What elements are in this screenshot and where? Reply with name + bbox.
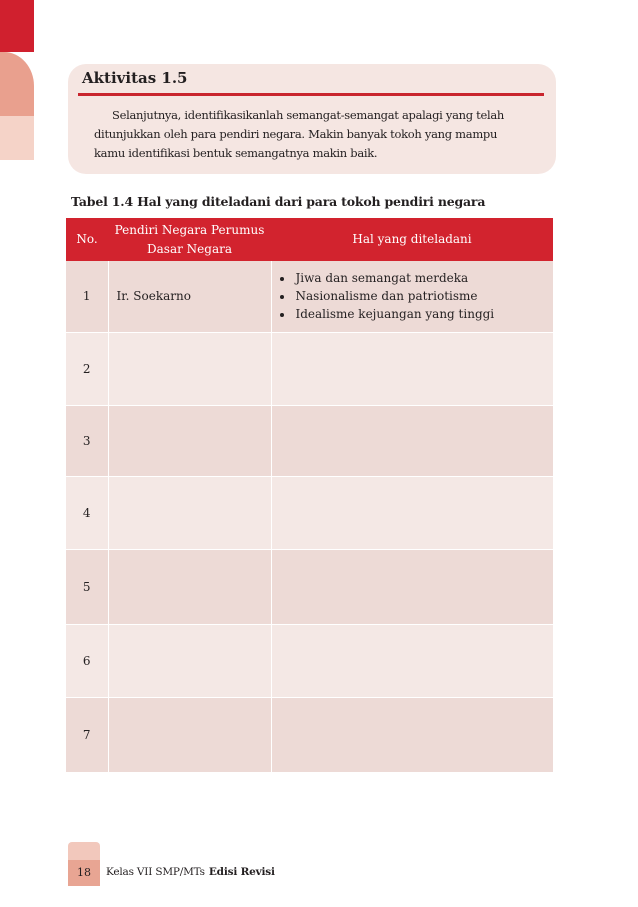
footer-tab-top: [68, 842, 100, 860]
header-founder-line-1: Pendiri Negara Perumus: [114, 222, 265, 237]
decorative-strip-red: [0, 0, 34, 52]
founders-table: [66, 218, 554, 773]
row-number: 1: [66, 261, 108, 332]
footer-edition: Edisi Revisi: [208, 866, 275, 878]
table-caption: Tabel 1.4 Hal yang diteladani dari para tokoh pendiri negara: [71, 194, 486, 209]
traits-cell: [271, 476, 553, 549]
traits-list: [272, 269, 553, 323]
table-body: [66, 261, 553, 772]
header-founder-line-2: Dasar Negara: [147, 241, 232, 256]
header-founder: [108, 218, 271, 261]
activity-line-1: Selanjutnya, identifikasikanlah semangat-semangat apalagi yang telah: [112, 108, 505, 122]
trait-item: • Jiwa dan semangat merdeka: [294, 269, 553, 287]
row-number: 4: [66, 476, 108, 549]
decorative-strip-peach: [0, 116, 34, 160]
table-row: [66, 624, 553, 697]
traits-cell: [271, 549, 553, 624]
traits-cell: [271, 332, 553, 405]
decorative-strip-salmon: [0, 52, 34, 116]
row-number: 5: [66, 549, 108, 624]
table-row: [66, 332, 553, 405]
founder-name: Ir. Soekarno: [108, 261, 271, 332]
header-traits: Hal yang diteladani: [271, 218, 553, 261]
activity-line-2: ditunjukkan oleh para pendiri negara. Makin banyak tokoh yang mampu: [94, 127, 498, 141]
activity-line-3: kamu identifikasi bentuk semangatnya makin baik.: [94, 146, 378, 160]
founder-name: [108, 405, 271, 476]
founder-name: [108, 697, 271, 772]
table-row: [66, 261, 553, 332]
founder-name: [108, 476, 271, 549]
footer-book-title: [106, 866, 275, 878]
activity-title: Aktivitas 1.5: [82, 69, 188, 87]
row-number: 3: [66, 405, 108, 476]
row-number: 2: [66, 332, 108, 405]
footer-book: Kelas VII SMP/MTs: [106, 866, 205, 878]
trait-item: • Nasionalisme dan patriotisme: [294, 287, 553, 305]
table-header-row: [66, 218, 553, 261]
trait-item: • Idealisme kejuangan yang tinggi: [294, 305, 553, 323]
row-number: 6: [66, 624, 108, 697]
table-row: [66, 405, 553, 476]
header-no: No.: [66, 218, 108, 261]
activity-box: [68, 64, 556, 174]
table-row: [66, 476, 553, 549]
traits-cell: [271, 261, 553, 332]
founder-name: [108, 624, 271, 697]
traits-cell: [271, 405, 553, 476]
traits-cell: [271, 697, 553, 772]
founder-name: [108, 332, 271, 405]
traits-cell: [271, 624, 553, 697]
activity-divider: [78, 93, 544, 96]
founder-name: [108, 549, 271, 624]
row-number: 7: [66, 697, 108, 772]
activity-instructions: [94, 106, 534, 163]
table-row: [66, 697, 553, 772]
table-row: [66, 549, 553, 624]
page-number: 18: [77, 866, 91, 879]
